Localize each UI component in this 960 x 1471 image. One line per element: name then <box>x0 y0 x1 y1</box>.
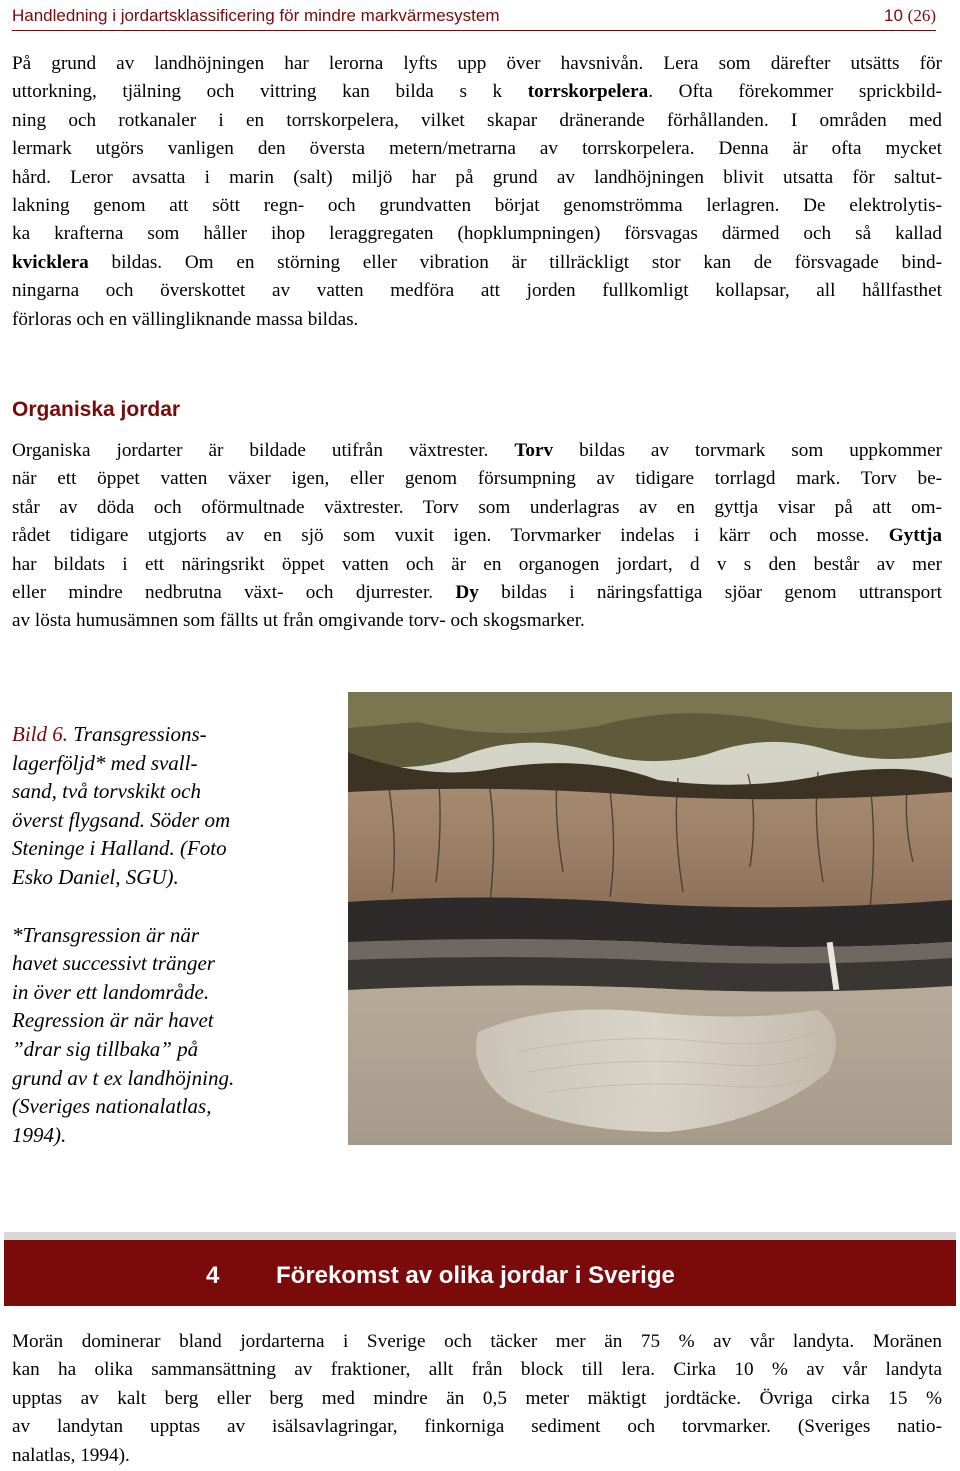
text-line: ning och rotkanaler i en torrskorpelera, vilket skapar dränerande förhållanden. I områden med <box>12 109 942 131</box>
text-line: har bildats i ett näringsrikt öppet vatten och är en organogen jordart, d v s den består av mer <box>12 553 942 575</box>
text-line: förloras och en vällingliknande massa bildas. <box>12 308 359 330</box>
text-line: upptas av kalt berg eller berg med mindre än 0,5 meter mäktigt jordtäcke. Övriga cirka 15 % <box>12 1387 942 1409</box>
paragraph-clay <box>12 50 942 334</box>
section-heading-organic: Organiska jordar <box>12 398 181 421</box>
note-line: *Transgression är när <box>12 922 200 947</box>
note-line: havet successivt tränger <box>12 951 215 976</box>
term-gyttja: Gyttja <box>888 525 942 547</box>
text-line: lermark utgörs vanligen den översta metern/metrarna av torrskorpelera. Denna är ofta mycket <box>12 138 942 160</box>
document-title: Handledning i jordartsklassificering för mindre markvärmesystem <box>12 6 500 25</box>
text-run: Organiska jordarter är bildade utifrån växtrester. <box>12 440 515 461</box>
section-banner <box>4 1232 956 1306</box>
text-line <box>12 249 942 277</box>
text-line: av lösta humusämnen som fällts ut från omgivande torv- och skogsmarker. <box>12 610 585 632</box>
text-line: nalatlas, 1994). <box>12 1444 130 1466</box>
soil-profile-photo <box>348 692 952 1145</box>
section-title: Förekomst av olika jordar i Sverige <box>276 1262 675 1289</box>
caption-line <box>12 720 312 749</box>
text-line: när ett öppet vatten växer igen, eller genom försumpning av tidigare torrlagd mark. Torv be- <box>12 468 942 490</box>
text-line: ningarna och överskottet av vatten medföra att jorden fullkomligt kollapsar, all hållfasthet <box>12 280 942 302</box>
text-run: bildas av torvmark som uppkommer <box>553 440 942 461</box>
caption-line: sand, två torvskikt och <box>12 779 201 804</box>
caption-line: Esko Daniel, SGU). <box>12 864 179 889</box>
caption-line: lagerföljd* med svall- <box>12 750 198 775</box>
text-line <box>12 522 942 550</box>
term-kvicklera: kvicklera <box>12 251 89 273</box>
page-current: 10 <box>884 6 903 25</box>
caption-footnote <box>12 921 312 1150</box>
caption-line: Steninge i Halland. (Foto <box>12 836 227 861</box>
note-line: in över ett landområde. <box>12 979 210 1004</box>
text-line: På grund av landhöjningen har lerorna lyfts upp över havsnivån. Lera som därefter utsätts för <box>12 53 942 74</box>
text-line: hård. Leror avsatta i marin (salt) miljö har på grund av landhöjningen blivit utsatta för saltut- <box>12 166 942 188</box>
text-run: eller mindre nedbrutna växt- och djurrester. <box>12 582 456 604</box>
text-line <box>12 579 942 607</box>
text-line: kan ha olika sammansättning av fraktioner, allt från block till lera. Cirka 10 % av vår landyta <box>12 1359 942 1381</box>
note-line: (Sveriges nationalatlas, <box>12 1094 212 1119</box>
text-line: står av döda och oförmultnade växtrester. Torv som underlagras av en gyttja visar på att om- <box>12 496 942 518</box>
term-torv: Torv <box>514 440 554 461</box>
running-header <box>12 4 936 31</box>
text-run: uttorkning, tjälning och vittring kan bilda s k <box>12 81 528 103</box>
text-run: . Ofta förekommer sprickbild- <box>648 81 942 103</box>
term-torrskorpelera: torrskorpelera <box>527 81 649 103</box>
text-line <box>12 437 942 465</box>
paragraph-organic <box>12 437 942 636</box>
paragraph-occurrence <box>12 1328 942 1470</box>
figure-label: Bild 6. <box>12 722 68 746</box>
note-line: 1994). <box>12 1122 67 1147</box>
text-run: bildas. Om en störning eller vibration är tillräckligt stor kan de försvagade bind- <box>88 251 942 273</box>
text-line <box>12 78 942 106</box>
note-line: Regression är när havet <box>12 1008 214 1033</box>
text-run: bildas i näringsfattiga sjöar genom uttransport <box>478 582 942 604</box>
caption-line: överst flygsand. Söder om <box>12 807 231 832</box>
term-dy: Dy <box>455 582 479 604</box>
text-run: rådet tidigare utgjorts av en sjö som vuxit igen. Torvmarker indelas i kärr och mosse. <box>12 525 889 547</box>
caption-main <box>12 720 312 892</box>
section-number: 4 <box>206 1262 220 1289</box>
note-line: grund av t ex landhöjning. <box>12 1065 235 1090</box>
page-number <box>884 6 936 26</box>
page-total: (26) <box>907 6 936 25</box>
text-line: ka krafterna som håller ihop leraggregaten (hopklumpningen) försvagas därmed och så kallad <box>12 223 942 245</box>
text-line: lakning genom att sött regn- och grundvatten börjat genomströmma lerlagren. De elektrolytis- <box>12 195 942 217</box>
note-line: ”drar sig tillbaka” på <box>12 1036 199 1061</box>
text-line: av landytan upptas av isälsavlagringar, finkorniga sediment och torvmarker. (Sveriges natio- <box>12 1416 942 1438</box>
text-line: Morän dominerar bland jordarterna i Sverige och täcker mer än 75 % av vår landyta. Moränen <box>12 1331 942 1352</box>
caption-text: Transgressions- <box>68 722 207 746</box>
figure-caption <box>12 720 312 1149</box>
